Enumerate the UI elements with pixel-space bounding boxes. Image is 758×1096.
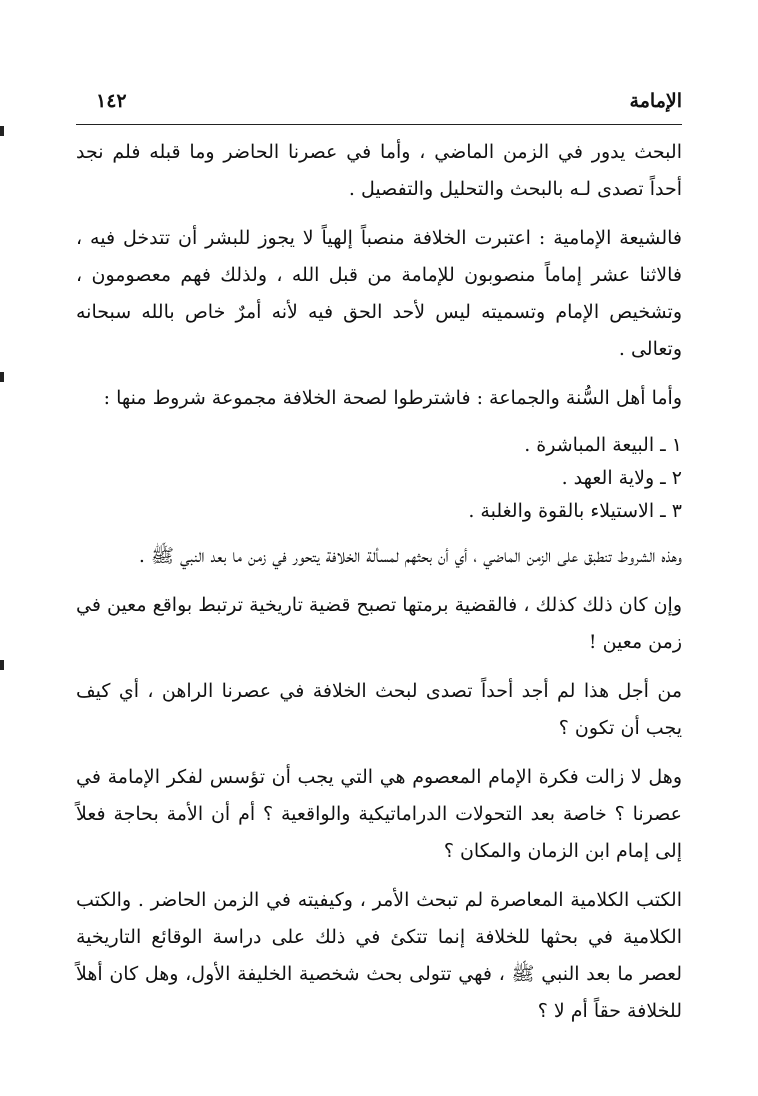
margin-mark [0, 126, 4, 136]
paragraph-1: البحث يدور في الزمن الماضي ، وأما في عصرنا الحاضر وما قبله فلم نجد أحداً تصدى لـه بالبحث والتحليل والتفصيل . [76, 141, 682, 200]
paragraph-2: فالشيعة الإمامية : اعتبرت الخلافة منصباً إلهياً لا يجوز للبشر أن تتدخل فيه ، فالاثنا عشر إماماً منصوبون للإمامة من قبل الله ، ولذلك فهم معصومون ، وتشخيص الإمام وتسميته ليس لأحد الحق فيه لأنه أمرٌ خاص بالله سبحانه وتعالى . [76, 227, 682, 360]
paragraph-4: وهذه الشروط تنطبق على الزمن الماضي ، أي أن بحثهم لمسألة الخلافة يتحور في زمن ما بعد النبي ﷺ . [138, 545, 682, 567]
list-item: ٢ ـ ولاية العهد . [561, 467, 682, 489]
page-number: ١٤٢ [96, 90, 127, 112]
list-item: ١ ـ البيعة المباشرة . [524, 434, 682, 456]
header-title: الإمامة [629, 90, 682, 112]
paragraph-5: وإن كان ذلك كذلك ، فالقضية برمتها تصبح قضية تاريخية ترتبط بواقع معين في زمن معين ! [76, 594, 682, 653]
body-text [76, 134, 682, 1042]
header-rule [76, 124, 682, 125]
paragraph-3: وأما أهل السُّنة والجماعة : فاشترطوا لصحة الخلافة مجموعة شروط منها : [103, 387, 682, 409]
paragraph-8: الكتب الكلامية المعاصرة لم تبحث الأمر ، وكيفيته في الزمن الحاضر . والكتب الكلامية في بحثها للخلافة إنما تتكئ في ذلك على دراسة الوقائع التاريخية لعصر ما بعد النبي ﷺ ، فهي تتولى بحث شخصية الخليفة الأول، وهل كان أهلاً للخلافة حقاً أم لا ؟ [76, 889, 682, 1022]
conditions-list [76, 429, 682, 528]
margin-mark [0, 660, 4, 670]
running-header [76, 88, 682, 120]
margin-mark [0, 372, 4, 382]
paragraph-6: من أجل هذا لم أجد أحداً تصدى لبحث الخلافة في عصرنا الراهن ، أي كيف يجب أن تكون ؟ [76, 680, 682, 739]
list-item: ٣ ـ الاستيلاء بالقوة والغلبة . [468, 500, 682, 522]
paragraph-7: وهل لا زالت فكرة الإمام المعصوم هي التي يجب أن تؤسس لفكر الإمامة في عصرنا ؟ خاصة بعد التحولات الدراماتيكية والواقعية ؟ أم أن الأمة بحاجة فعلاً إلى إمام ابن الزمان والمكان ؟ [76, 766, 682, 862]
